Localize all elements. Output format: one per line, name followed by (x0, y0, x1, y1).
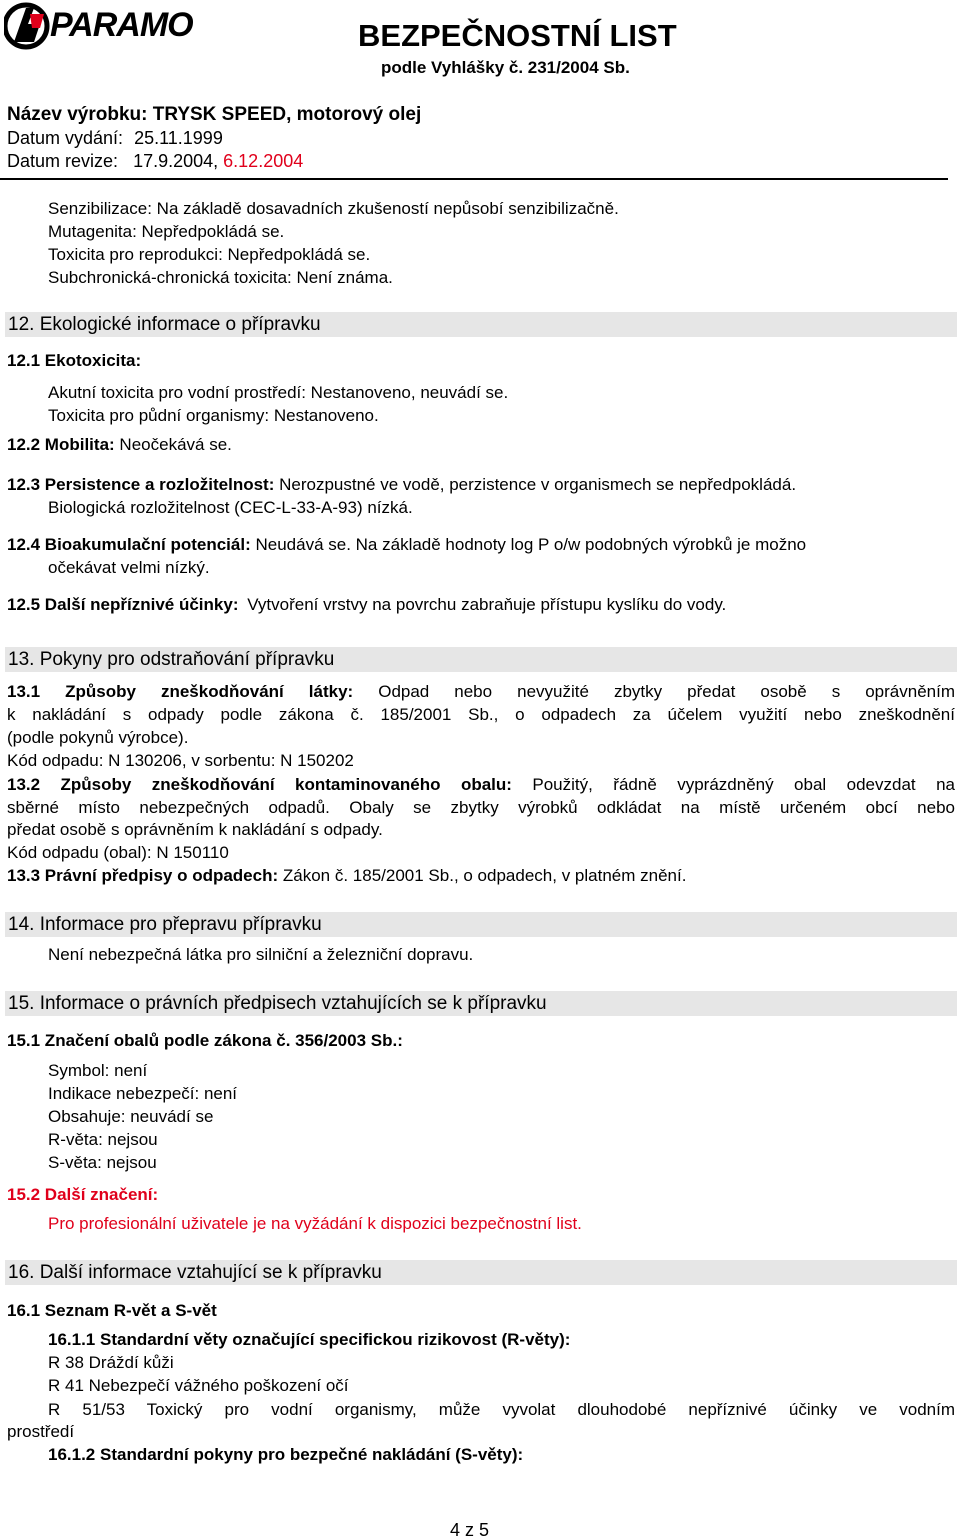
r38: R 38 Dráždí kůži (48, 1353, 174, 1372)
s15-2-title: 15.2 Další značení: (7, 1185, 159, 1204)
s15-obsahuje: Obsahuje: neuvádí se (48, 1107, 214, 1126)
s12-2-label: 12.2 Mobilita: (7, 435, 115, 454)
issue-date-value: 25.11.1999 (134, 128, 223, 148)
s15-2-text: Pro profesionální uživatele je na vyžádání k dispozici bezpečnostní list. (48, 1214, 582, 1233)
s12-4-label: 12.4 Bioakumulační potenciál: (7, 535, 251, 554)
section-12-heading: 12. Ekologické informace o přípravku (5, 312, 957, 337)
s16-1-2-title: 16.1.2 Standardní pokyny pro bezpečné nakládání (S-věty): (48, 1445, 524, 1464)
tox-reproduction: Toxicita pro reprodukci: Nepředpokládá se. (48, 245, 371, 264)
r41: R 41 Nebezpečí vážného poškození očí (48, 1376, 349, 1395)
paramo-logo-mark-icon (4, 2, 54, 50)
product-name: Název výrobku: TRYSK SPEED, motorový olej (7, 104, 422, 125)
s12-1-aquatic: Akutní toxicita pro vodní prostředí: Nestanoveno, neuvádí se. (48, 383, 509, 402)
s12-4-row (7, 534, 806, 556)
s16-1-title: 16.1 Seznam R-vět a S-vět (7, 1301, 217, 1320)
document-title: BEZPEČNOSTNÍ LIST (358, 18, 677, 53)
s13-2-label: 13.2 Způsoby zneškodňování kontaminovaného obalu: (7, 775, 512, 794)
section-14-heading: 14. Informace pro přepravu přípravku (5, 912, 957, 937)
issue-date-row (7, 127, 223, 149)
s13-1-line-1 (7, 680, 955, 703)
s12-3-text: Nerozpustné ve vodě, perzistence v organismech se nepředpokládá. (279, 475, 797, 494)
s13-2-line-2: sběrné místo nebezpečných odpadů. Obaly se zbytky výrobků odkládat na místě určeném obcí nebo (7, 798, 955, 817)
s15-indikace: Indikace nebezpečí: není (48, 1084, 238, 1103)
document-subtitle: podle Vyhlášky č. 231/2004 Sb. (381, 58, 630, 77)
s12-5-row (7, 594, 726, 616)
s13-pack-code: Kód odpadu (obal): N 150110 (7, 843, 229, 862)
s12-2-row (7, 434, 232, 456)
s12-5-text: Vytvoření vrstvy na povrchu zabraňuje přístupu kyslíku do vody. (247, 595, 727, 614)
s13-3-label: 13.3 Právní předpisy o odpadech: (7, 866, 279, 885)
tox-sensitization: Senzibilizace: Na základě dosavadních zkušeností nepůsobí senzibilizačně. (48, 199, 619, 218)
s12-4-text-2: očekávat velmi nízký. (48, 558, 210, 577)
s13-1-text: Odpad nebo nevyužité zbytky předat osobě s oprávněním (378, 682, 955, 701)
r5153: R 51/53 Toxický pro vodní organismy, může vyvolat dlouhodobé nepříznivé účinky ve vodním (48, 1400, 955, 1419)
issue-date-label: Datum vydání: (7, 128, 124, 148)
s12-3-label: 12.3 Persistence a rozložitelnost: (7, 475, 275, 494)
s12-2-text: Neočekává se. (119, 435, 232, 454)
s13-2-line-1 (7, 773, 955, 796)
s13-3-text: Zákon č. 185/2001 Sb., o odpadech, v platném znění. (282, 866, 687, 885)
section-16-heading: 16. Další informace vztahující se k přípravku (5, 1260, 957, 1285)
revision-date-value-1: 17.9.2004, (133, 151, 219, 171)
s13-waste-code: Kód odpadu: N 130206, v sorbentu: N 150202 (7, 751, 354, 770)
section-13-heading: 13. Pokyny pro odstraňování přípravku (5, 647, 957, 672)
s15-s-veta: S-věta: nejsou (48, 1153, 157, 1172)
s16-1-1-title: 16.1.1 Standardní věty označující specifickou rizikovost (R-věty): (48, 1330, 571, 1349)
s13-3-row (7, 865, 686, 887)
revision-date-label: Datum revize: (7, 151, 119, 171)
s13-1-line-3: (podle pokynů výrobce). (7, 728, 189, 747)
s12-1-soil: Toxicita pro půdní organismy: Nestanoveno. (48, 406, 379, 425)
tox-chronic: Subchronická-chronická toxicita: Není známa. (48, 268, 393, 287)
section-15-heading: 15. Informace o právních předpisech vztahujících se k přípravku (5, 991, 957, 1016)
logo (4, 2, 204, 50)
revision-date-value-2: 6.12.2004 (223, 151, 304, 171)
s15-1-title: 15.1 Značení obalů podle zákona č. 356/2003 Sb.: (7, 1031, 403, 1050)
s12-1-title: 12.1 Ekotoxicita: (7, 351, 142, 370)
s12-5-label: 12.5 Další nepříznivé účinky: (7, 595, 239, 614)
s12-3-text-2: Biologická rozložitelnost (CEC-L-33-A-93) nízká. (48, 498, 413, 517)
r5153-continuation: prostředí (7, 1422, 75, 1441)
header-divider (0, 178, 948, 180)
s13-2-text: Použitý, řádně vyprázdněný obal odevzdat na (532, 775, 955, 794)
page-number: 4 z 5 (450, 1520, 490, 1540)
revision-date-row (7, 150, 303, 172)
s13-1-line-2: k nakládání s odpady podle zákona č. 185/2001 Sb., o odpadech za účelem využití nebo zneškodnění (7, 705, 955, 724)
s13-2-line-3: předat osobě s oprávněním k nakládání s odpady. (7, 820, 383, 839)
s13-1-label: 13.1 Způsoby zneškodňování látky: (7, 682, 354, 701)
s12-4-text: Neudává se. Na základě hodnoty log P o/w podobných výrobků je možno (255, 535, 807, 554)
s12-3-row (7, 474, 796, 496)
s15-symbol: Symbol: není (48, 1061, 148, 1080)
s14-text: Není nebezpečná látka pro silniční a železniční dopravu. (48, 945, 474, 964)
logo-text: PARAMO (50, 6, 193, 44)
tox-mutagenicity: Mutagenita: Nepředpokládá se. (48, 222, 285, 241)
s15-r-veta: R-věta: nejsou (48, 1130, 158, 1149)
